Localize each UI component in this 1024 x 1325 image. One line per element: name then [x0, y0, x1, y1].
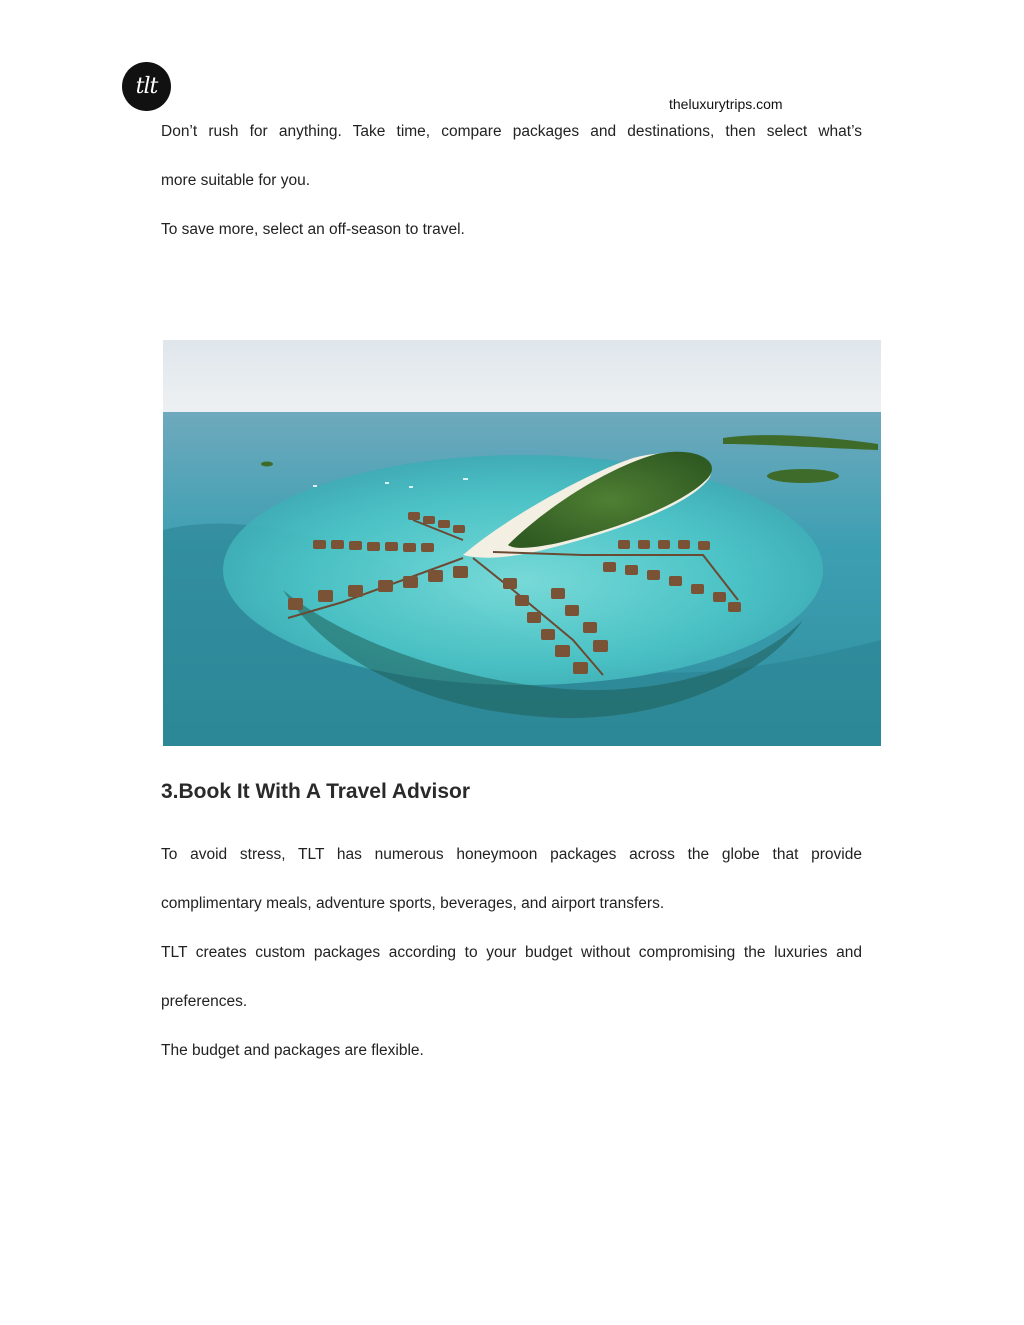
section-p1-line-1: To avoid stress, TLT has numerous honeymoon packages across the globe that provide — [161, 846, 862, 863]
section-p2-line-2: preferences. — [161, 993, 248, 1010]
intro-line-3: To save more, select an off-season to travel. — [161, 221, 465, 238]
intro-line-2: more suitable for you. — [161, 172, 311, 189]
section-heading: 3.Book It With A Travel Advisor — [161, 780, 471, 803]
site-url: theluxurytrips.com — [669, 96, 783, 112]
intro-line-1: Don’t rush for anything. Take time, compare packages and destinations, then select what’s — [161, 123, 862, 140]
section-p2-line-1: TLT creates custom packages according to your budget without compromising the luxuries and — [161, 944, 862, 961]
sky — [163, 340, 881, 416]
far-island-2 — [767, 469, 839, 483]
section-p1-line-2: complimentary meals, adventure sports, beverages, and airport transfers. — [161, 895, 665, 912]
brand-logo: tlt — [122, 62, 171, 111]
section-p3: The budget and packages are flexible. — [161, 1042, 424, 1059]
lagoon — [223, 455, 823, 685]
maldives-resort-photo — [163, 340, 881, 746]
